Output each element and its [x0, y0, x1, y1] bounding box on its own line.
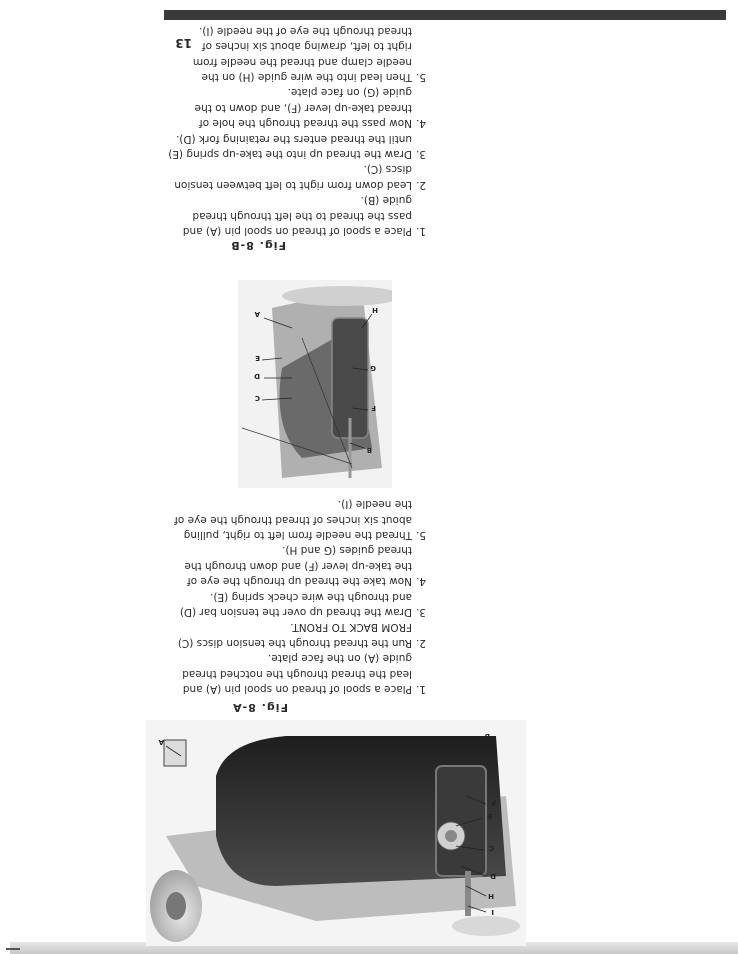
fig-8a-label-i: I	[491, 908, 494, 916]
scan-mark	[6, 948, 20, 950]
fig-8a-photo	[146, 720, 526, 946]
fig-8b-label-c: C	[254, 394, 260, 402]
fig-8a-label-f: F	[491, 798, 496, 806]
fig-8b-label-h: H	[372, 306, 378, 314]
fig-8b-step-4: 4.Now pass the thread through the hole of thread take-up lever (F), and down to the guide (G) on face plate.	[194, 86, 426, 130]
scan-top-bar	[164, 10, 726, 20]
fig-8a-label-d: D	[490, 872, 496, 880]
fig-8a-label-c: C	[488, 844, 494, 852]
fig-8a-step-5: 5.Thread the needle from left to right, pulling about six inches of thread through the eye of the needle (I).	[174, 498, 426, 541]
fig-8a-step-4: 4.Now take the thread up through the eye of the take-up lever (F) and down through the thread guides (G and H).	[184, 544, 426, 588]
fig-8a-step-1: 1.Place a spool of thread on spool pin (A) and lead the thread through the notched thread guide (A) on the face plate.	[182, 652, 426, 695]
fig-8b-label-g: G	[370, 364, 376, 372]
fig-8a-step-2: 2.Run the thread through the tension discs (C) FROM BACK TO FRONT.	[177, 621, 426, 649]
page-number: 13	[175, 36, 192, 50]
fig-8a-title: Fig. 8-A	[232, 701, 288, 714]
fig-8b-label-f: F	[371, 404, 376, 412]
fig-8b-step-1: 1.Place a spool of thread on spool pin (A) and pass the thread to the left through thread guide (B).	[182, 194, 426, 237]
fig-8b-step-3: 3.Draw the thread up into the take-up spring (E) until the thread enters the retaining fork (D).	[168, 132, 426, 160]
fig-8b-label-b: B	[366, 446, 372, 454]
fig-8b-photo	[238, 280, 392, 488]
fig-8b-label-a: A	[254, 310, 260, 318]
fig-8b-label-e: E	[255, 354, 260, 362]
fig-8a-steps	[168, 496, 426, 696]
fig-8b-label-d: D	[254, 372, 260, 380]
fig-8a-step-3: 3.Draw the thread up over the tension bar (D) and through the wire check spring (E).	[179, 590, 426, 618]
fig-8b-step-5: 5.Then lead into the wire guide (H) on the needle clamp and thread the needle from right to left, drawing about six inches of thread through the eye of the needle (I).	[192, 24, 426, 83]
fig-8a-label-h: H	[488, 892, 494, 900]
fig-8a-label-b: B	[484, 732, 490, 740]
fig-8b-title: Fig. 8-B	[230, 239, 286, 252]
fig-8b-steps	[168, 22, 426, 238]
fig-8a-label-a: A	[158, 738, 164, 746]
fig-8b-step-2: 2.Lead down from right to left between tension discs (C).	[174, 163, 426, 191]
fig-8a-label-e: E	[487, 812, 492, 820]
